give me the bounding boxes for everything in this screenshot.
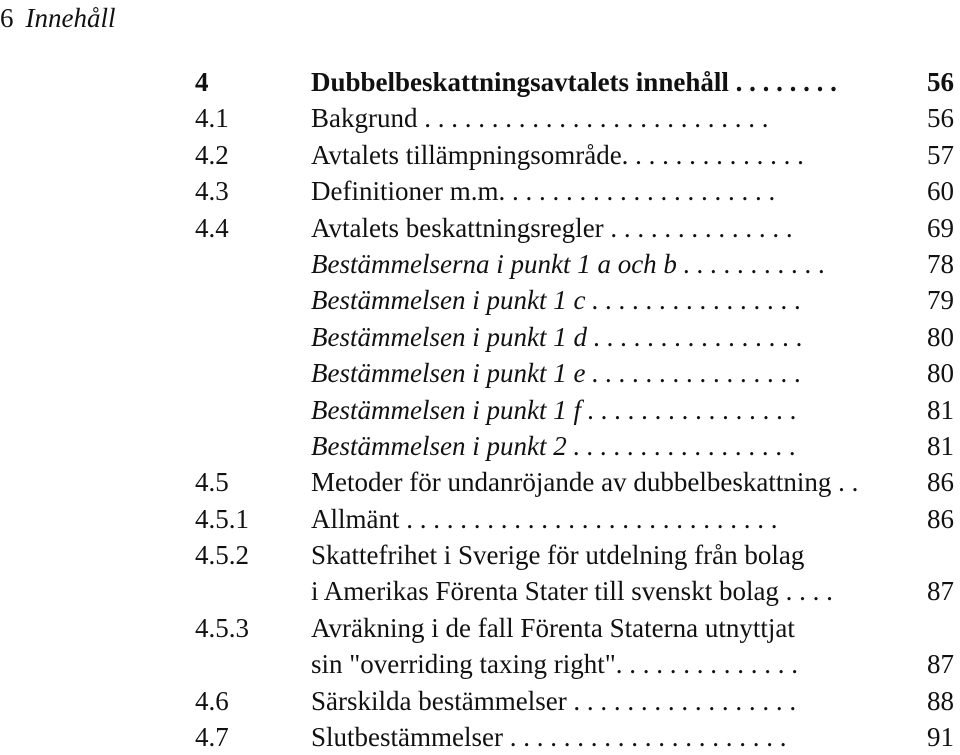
toc-entry-number: 4 [195,67,209,97]
toc-entry-title: Allmänt . . . . . . . . . . . . . . . . . . . . . . . . . . . . [311,503,778,534]
header-page-number: 6 [0,3,14,33]
toc-entry-title: Dubbelbeskattningsavtalets innehåll . . . . . . . . [311,67,837,97]
toc-entry [0,210,960,246]
toc-entry-continuation [0,573,960,609]
toc-entry-number: 4.2 [195,139,229,170]
table-of-contents [0,64,960,755]
toc-entry-title: Särskilda bestämmelser . . . . . . . . . . . . . . . . . [311,685,797,716]
toc-entry-page: 80 [927,321,954,352]
toc-entry-page: 79 [927,285,954,316]
toc-entry-title: sin "overriding taxing right". . . . . . . . . . . . . . [311,649,799,680]
toc-entry [0,501,960,537]
toc-entry-title: Metoder för undanröjande av dubbelbeskattning . . [311,467,859,498]
toc-entry-title: Skattefrihet i Sverige för utdelning från bolag [311,540,805,571]
toc-entry-title: Definitioner m.m. . . . . . . . . . . . . . . . . . . . . [311,176,776,207]
toc-entry-page: 88 [927,685,954,716]
toc-entry-page: 78 [927,248,954,279]
toc-entry-page: 69 [927,212,954,243]
toc-entry-title: Bakgrund . . . . . . . . . . . . . . . . . . . . . . . . . . [311,103,769,134]
toc-entry-number: 4.5 [195,467,229,498]
toc-entry-page: 56 [927,67,954,97]
header-title: Innehåll [25,3,116,33]
toc-subentry [0,392,960,428]
toc-entry-page: 57 [927,139,954,170]
toc-entry [0,719,960,755]
toc-entry-page: 81 [927,394,954,425]
running-header [0,0,115,36]
toc-entry [0,683,960,719]
toc-subentry [0,428,960,464]
toc-entry-number: 4.5.1 [195,503,249,534]
toc-entry-title: Slutbestämmelser . . . . . . . . . . . . . . . . . . . . . [311,722,787,753]
toc-subentry [0,319,960,355]
toc-entry-title: i Amerikas Förenta Stater till svenskt bolag . . . . [311,576,833,607]
toc-entry-title: Bestämmelsen i punkt 1 f . . . . . . . . . . . . . . . . [311,394,797,425]
toc-entry-title: Bestämmelserna i punkt 1 a och b . . . . . . . . . . . [311,248,826,279]
toc-entry [0,64,960,100]
toc-entry-page: 60 [927,176,954,207]
toc-entry [0,464,960,500]
toc-entry-title: Bestämmelsen i punkt 2 . . . . . . . . . . . . . . . . . [311,430,797,461]
toc-entry [0,610,960,646]
toc-entry-title: Bestämmelsen i punkt 1 e . . . . . . . . . . . . . . . . [311,358,802,389]
toc-entry-page: 56 [927,103,954,134]
toc-entry-title: Bestämmelsen i punkt 1 c . . . . . . . . . . . . . . . . [311,285,802,316]
toc-subentry [0,282,960,318]
toc-entry-page: 87 [927,649,954,680]
toc-entry-number: 4.6 [195,685,229,716]
toc-entry [0,137,960,173]
toc-entry [0,173,960,209]
toc-entry-continuation [0,646,960,682]
toc-entry-title: Avräkning i de fall Förenta Staterna utnyttjat [311,612,795,643]
toc-entry [0,537,960,573]
toc-entry-number: 4.1 [195,103,229,134]
toc-entry-page: 87 [927,576,954,607]
toc-subentry [0,246,960,282]
toc-entry-number: 4.4 [195,212,229,243]
toc-entry-number: 4.5.3 [195,612,249,643]
toc-entry-title: Avtalets tillämpningsområde. . . . . . . . . . . . . . [311,139,804,170]
toc-entry-title: Avtalets beskattningsregler . . . . . . . . . . . . . . [311,212,793,243]
toc-entry-title: Bestämmelsen i punkt 1 d . . . . . . . . . . . . . . . . [311,321,803,352]
toc-entry-page: 81 [927,430,954,461]
toc-subentry [0,355,960,391]
toc-entry-number: 4.7 [195,722,229,753]
toc-entry-page: 80 [927,358,954,389]
toc-entry-page: 91 [927,722,954,753]
toc-entry-number: 4.5.2 [195,540,249,571]
toc-entry-page: 86 [927,467,954,498]
toc-entry-number: 4.3 [195,176,229,207]
toc-entry [0,100,960,136]
toc-entry-page: 86 [927,503,954,534]
